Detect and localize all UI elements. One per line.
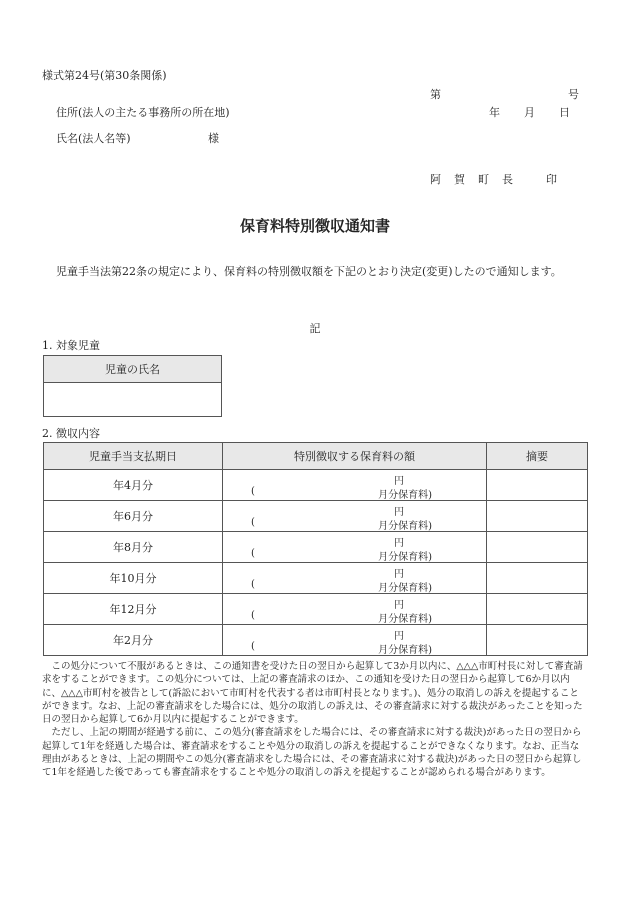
yen-unit: 円 <box>394 507 404 518</box>
table-row <box>44 594 588 625</box>
child-name-cell[interactable] <box>44 383 222 417</box>
remarks-header: 摘要 <box>487 443 588 470</box>
table-row <box>44 501 588 532</box>
name-label: 氏名(法人名等) <box>56 132 131 145</box>
section2-heading: 2. 徴収内容 <box>42 427 100 440</box>
open-paren: ( <box>251 610 255 621</box>
remarks-cell[interactable] <box>487 594 588 625</box>
fee-amount-cell[interactable] <box>223 594 487 625</box>
fee-month-label: 月分保育料) <box>378 521 432 532</box>
fee-amount-cell[interactable] <box>223 501 487 532</box>
payment-period: 年8月分 <box>44 532 223 563</box>
fee-amount-cell[interactable] <box>223 470 487 501</box>
fee-amount-cell[interactable] <box>223 625 487 656</box>
yen-unit: 円 <box>394 569 404 580</box>
intro-text: 児童手当法第22条の規定により、保育料の特別徴収額を下記のとおり決定(変更)したので通知します。 <box>56 265 562 278</box>
open-paren: ( <box>251 486 255 497</box>
fee-month-label: 月分保育料) <box>378 552 432 563</box>
remarks-cell[interactable] <box>487 532 588 563</box>
doc-number-prefix: 第 <box>430 88 441 101</box>
remarks-cell[interactable] <box>487 625 588 656</box>
remarks-cell[interactable] <box>487 563 588 594</box>
remarks-cell[interactable] <box>487 501 588 532</box>
page-title: 保育料特別徴収通知書 <box>239 217 390 235</box>
notice-paragraph-1: この処分について不服があるときは、この通知書を受けた日の翌日から起算して3か月以内に、△△△市町村長に対して審査請求をすることができます。この処分については、上記の審査請求のほか、この通知を受けた日の翌日から起算して6か月以内に、△△△市町村を被告として(訴訟において市町村を代表する者は市町村長となります。)、処分の取消しの訴えを提起することができます。なお、上記の審査請求をした場合には、処分の取消しの訴えは、その審査請求に対する裁決があったことを知った日の翌日から起算して6か月以内に提起することができます。 <box>42 661 583 726</box>
remarks-cell[interactable] <box>487 470 588 501</box>
yen-unit: 円 <box>394 631 404 642</box>
open-paren: ( <box>251 548 255 559</box>
payment-period: 年12月分 <box>44 594 223 625</box>
table-row <box>44 563 588 594</box>
fee-amount-cell[interactable] <box>223 532 487 563</box>
child-name-header: 児童の氏名 <box>44 356 222 383</box>
open-paren: ( <box>251 517 255 528</box>
date-year: 年 <box>489 106 500 119</box>
fee-month-label: 月分保育料) <box>378 645 432 656</box>
open-paren: ( <box>251 641 255 652</box>
issuer: 阿 賀 町 長 <box>430 173 514 186</box>
fee-amount-cell[interactable] <box>223 563 487 594</box>
fee-month-label: 月分保育料) <box>378 490 432 501</box>
yen-unit: 円 <box>394 476 404 487</box>
yen-unit: 円 <box>394 600 404 611</box>
appeal-notice <box>42 660 585 780</box>
honorific: 様 <box>208 132 219 145</box>
doc-number-suffix: 号 <box>568 88 579 101</box>
table-row <box>44 625 588 656</box>
payment-period: 年4月分 <box>44 470 223 501</box>
collection-table <box>43 442 588 656</box>
open-paren: ( <box>251 579 255 590</box>
payment-period: 年6月分 <box>44 501 223 532</box>
date-day: 日 <box>559 106 570 119</box>
section1-heading: 1. 対象児童 <box>42 339 100 352</box>
seal-mark: 印 <box>546 173 557 186</box>
form-number: 様式第24号(第30条関係) <box>42 69 167 82</box>
fee-month-label: 月分保育料) <box>378 614 432 625</box>
yen-unit: 円 <box>394 538 404 549</box>
payment-date-header: 児童手当支払期日 <box>44 443 223 470</box>
notice-paragraph-2: ただし、上記の期間が経過する前に、この処分(審査請求をした場合には、その審査請求に対する裁決)があった日の翌日から起算して1年を経過した場合は、審査請求をすることや処分の取消しの訴えを提起することができなくなります。なお、正当な理由があるときは、上記の期間やこの処分(審査請求をした場合には、その審査請求に対する裁決)があった日の翌日から起算して1年を経過した後であっても審査請求をすることや処分の取消しの訴えを提起することが認められる場合があります。 <box>42 727 582 779</box>
ki-heading: 記 <box>309 322 321 335</box>
table-row <box>44 470 588 501</box>
table-row <box>44 532 588 563</box>
payment-period: 年2月分 <box>44 625 223 656</box>
payment-period: 年10月分 <box>44 563 223 594</box>
address-label: 住所(法人の主たる事務所の所在地) <box>56 106 230 119</box>
child-table <box>43 355 222 417</box>
date-month: 月 <box>524 106 535 119</box>
fee-amount-header: 特別徴収する保育料の額 <box>223 443 487 470</box>
fee-month-label: 月分保育料) <box>378 583 432 594</box>
